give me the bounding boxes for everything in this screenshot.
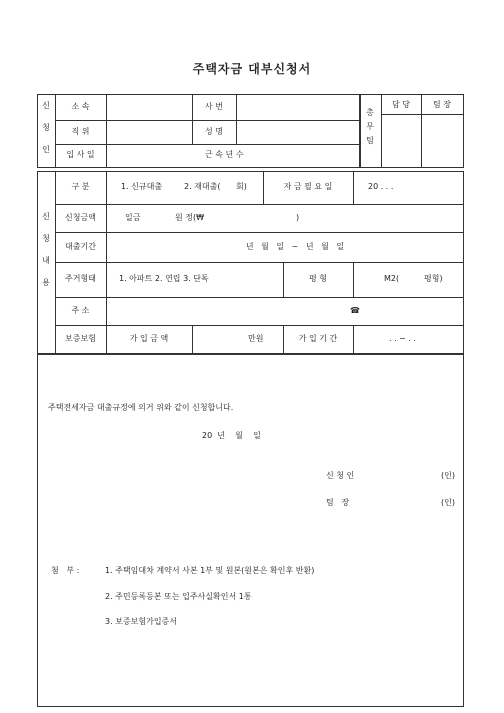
category-option-reloan: 2. 재대출( [184, 182, 221, 191]
request-table [37, 171, 464, 355]
approval-team-lead-label: 팀 장 [433, 100, 451, 109]
approval-side-label: 총 무 팀 [366, 108, 374, 145]
category-option-new: 1. 신규대출 [121, 182, 163, 191]
category-label: 구 분 [71, 182, 90, 191]
insurance-period-value: . . ~ . . [389, 334, 417, 343]
name-label: 성 명 [205, 127, 223, 136]
position-label: 직 위 [71, 127, 90, 136]
attachments-label: 첨 부 : [51, 566, 80, 575]
insurance-period-label: 가 입 기 간 [298, 334, 338, 343]
category-reloan-count: 회) [236, 182, 247, 191]
applicant-signature-label: 신 청 인 [326, 471, 355, 480]
area-label: 평 형 [309, 274, 327, 283]
service-years-label: 근 속 년 수 [205, 150, 244, 159]
loan-period-label: 대출기간 [65, 242, 96, 251]
declaration-statement: 주택전세자금 대출규정에 의거 위와 같이 신청합니다. [48, 403, 234, 412]
area-value: M2( [384, 274, 400, 283]
phone-icon: ☎ [350, 306, 360, 315]
insurance-amount-unit: 만원 [248, 334, 264, 343]
page-title: 주택자금 대부신청서 [192, 62, 312, 76]
loan-period-value: 년 월 일 ~ 년 월 일 [245, 242, 345, 251]
amount-text: 일금 [125, 213, 141, 222]
attachment-item: 3. 보증보험가입증서 [105, 617, 177, 626]
address-label: 주 소 [71, 306, 90, 315]
amount-unit: 원 정(₩ [175, 213, 205, 222]
required-date-value: 20 . . . [368, 182, 394, 191]
attachment-item: 2. 주민등록등본 또는 입주사실확인서 1통 [105, 592, 252, 601]
insurance-label: 보증보험 [65, 334, 96, 343]
applicant-seal: (인) [441, 471, 455, 480]
applicant-side-label: 신 청 인 [42, 101, 50, 154]
team-lead-signature-label: 팀 장 [326, 498, 350, 507]
approval-manager-label: 담 당 [392, 100, 410, 109]
housing-type-label: 주거형태 [65, 274, 96, 283]
employee-number-label: 사 번 [205, 102, 223, 111]
affiliation-label: 소 속 [71, 102, 90, 111]
required-date-label: 자 금 필 요 일 [283, 182, 333, 191]
area-unit: 평형) [424, 274, 443, 283]
insurance-amount-label: 가 입 금 액 [129, 334, 169, 343]
amount-close: ) [296, 213, 300, 222]
join-date-label: 입 사 일 [66, 150, 95, 159]
housing-type-options: 1. 아파트 2. 연립 3. 단독 [119, 274, 209, 283]
attachment-item: 1. 주택임대차 계약서 사본 1부 및 원본(원본은 확인후 반환) [105, 566, 315, 575]
amount-label: 신청금액 [65, 213, 96, 222]
team-lead-seal: (인) [441, 498, 455, 507]
request-side-label: 신 청 내 용 [42, 212, 50, 287]
declaration-date: 20 년 월 일 [202, 431, 261, 440]
